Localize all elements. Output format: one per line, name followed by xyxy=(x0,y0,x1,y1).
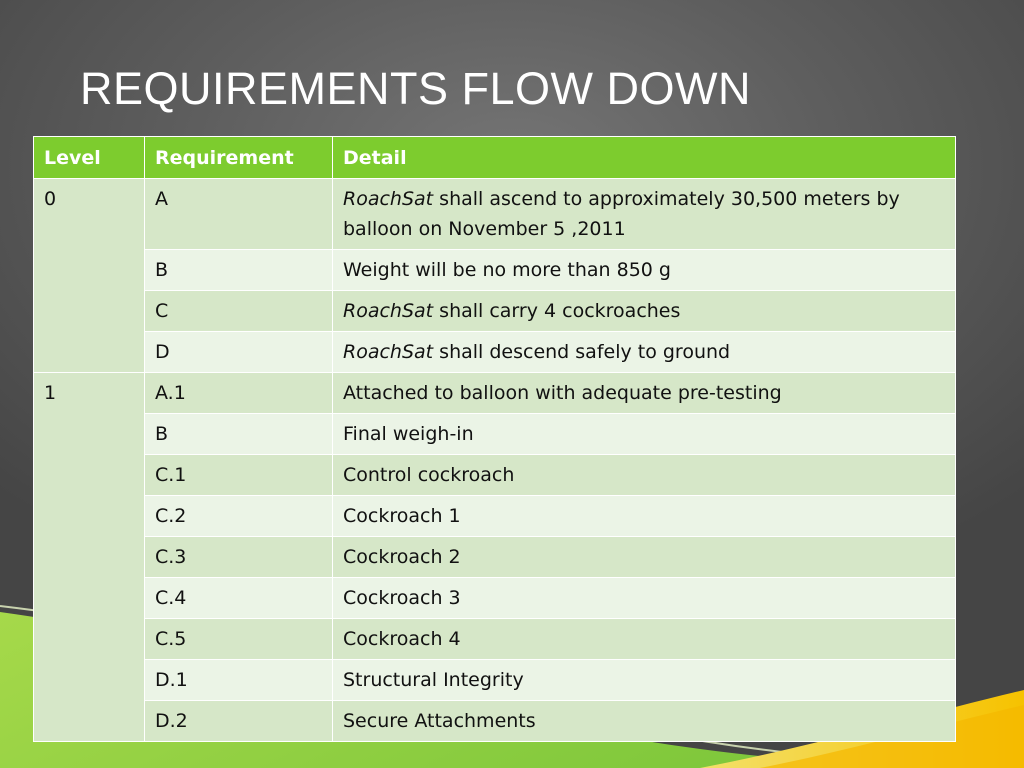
detail-cell xyxy=(333,332,956,373)
detail-text: Attached to balloon with adequate pre-testing xyxy=(343,382,782,404)
detail-text: Structural Integrity xyxy=(343,669,524,691)
table-row xyxy=(34,414,956,455)
detail-text: Final weigh-in xyxy=(343,423,474,445)
detail-text: Cockroach 3 xyxy=(343,587,461,609)
detail-cell xyxy=(333,373,956,414)
requirement-cell: C.1 xyxy=(145,455,333,496)
detail-cell xyxy=(333,578,956,619)
detail-text: shall descend safely to ground xyxy=(433,341,731,363)
table-row xyxy=(34,619,956,660)
detail-cell xyxy=(333,619,956,660)
requirements-table xyxy=(33,136,956,742)
table-row xyxy=(34,660,956,701)
detail-cell xyxy=(333,179,956,250)
detail-text: Cockroach 1 xyxy=(343,505,461,527)
requirement-cell: D xyxy=(145,332,333,373)
requirement-cell: D.1 xyxy=(145,660,333,701)
detail-text: Control cockroach xyxy=(343,464,515,486)
detail-text: Secure Attachments xyxy=(343,710,536,732)
requirement-cell: C xyxy=(145,291,333,332)
column-header-level: Level xyxy=(34,137,145,179)
detail-emphasis: RoachSat xyxy=(343,341,434,363)
detail-cell xyxy=(333,537,956,578)
table-row xyxy=(34,701,956,742)
detail-text: Cockroach 4 xyxy=(343,628,461,650)
requirement-cell: B xyxy=(145,250,333,291)
table-row xyxy=(34,496,956,537)
requirement-cell: A xyxy=(145,179,333,250)
detail-cell xyxy=(333,496,956,537)
requirement-cell: C.3 xyxy=(145,537,333,578)
detail-text: Weight will be no more than 850 g xyxy=(343,259,671,281)
detail-emphasis: RoachSat xyxy=(343,188,434,210)
detail-cell xyxy=(333,414,956,455)
table-row xyxy=(34,332,956,373)
requirement-cell: C.2 xyxy=(145,496,333,537)
detail-cell xyxy=(333,250,956,291)
detail-cell xyxy=(333,660,956,701)
detail-cell xyxy=(333,701,956,742)
table-row xyxy=(34,373,956,414)
detail-emphasis: RoachSat xyxy=(343,300,434,322)
detail-cell xyxy=(333,455,956,496)
level-cell: 1 xyxy=(34,373,145,742)
requirement-cell: C.5 xyxy=(145,619,333,660)
level-cell: 0 xyxy=(34,179,145,373)
detail-text: Cockroach 2 xyxy=(343,546,461,568)
page-title: REQUIREMENTS FLOW DOWN xyxy=(80,63,751,114)
detail-text: shall ascend to approximately 30,500 meters by balloon on November 5 ,2011 xyxy=(343,188,900,240)
table-row xyxy=(34,179,956,250)
table-row xyxy=(34,455,956,496)
table-header-row xyxy=(34,137,956,179)
column-header-detail: Detail xyxy=(333,137,956,179)
table-row xyxy=(34,250,956,291)
table-row xyxy=(34,578,956,619)
detail-cell xyxy=(333,291,956,332)
table-row xyxy=(34,291,956,332)
requirement-cell: A.1 xyxy=(145,373,333,414)
requirement-cell: D.2 xyxy=(145,701,333,742)
column-header-requirement: Requirement xyxy=(145,137,333,179)
requirement-cell: C.4 xyxy=(145,578,333,619)
requirement-cell: B xyxy=(145,414,333,455)
table-row xyxy=(34,537,956,578)
detail-text: shall carry 4 cockroaches xyxy=(433,300,681,322)
